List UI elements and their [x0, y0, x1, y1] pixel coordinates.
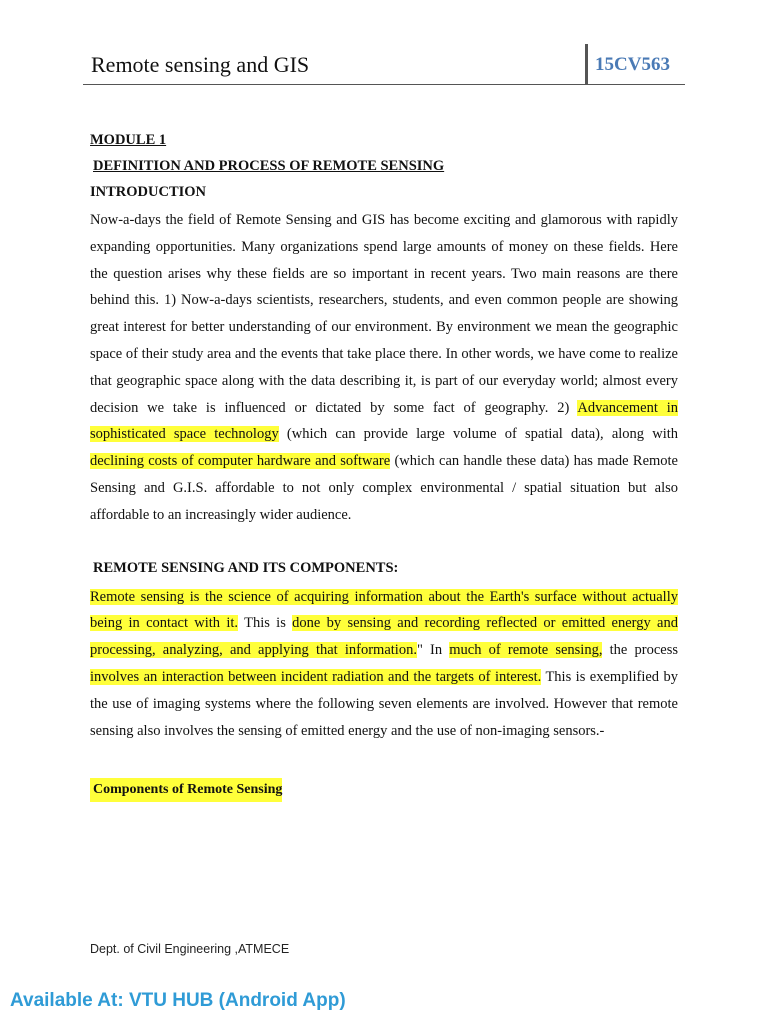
- introduction-heading: INTRODUCTION: [90, 184, 207, 200]
- header-title: Remote sensing and GIS: [91, 52, 310, 77]
- highlight: done by sensing and recording reflected or emitted energy and processing, analyzing, and applying that information.: [90, 615, 678, 659]
- highlight: declining costs of computer hardware and software: [90, 453, 391, 470]
- highlight: much of remote sensing,: [449, 642, 603, 659]
- document-body: [90, 128, 678, 802]
- introduction-paragraph: Now-a-days the field of Remote Sensing and GIS has become exciting and glamorous with rapidly expanding opportunities. Many organizations spend large amounts of money on these fields. Here the question arises why these fields are so important in recent years. Two main reasons are there behind this. 1) Now-a-days scientists, researchers, students, and even common people are showing great interest for better understanding of our environment. By environment we mean the geographic space of their study area and the events that take place there. In other words, we have come to realize that geographic space along with the data describing it, is part of our everyday world; almost every decision we take is influenced or dictated by some fact of geography. 2) Advancement in sophisticated space technology (which can provide large volume of spatial data), along with declining costs of computer hardware and software (which can handle these data) has made Remote Sensing and G.I.S. affordable to not only complex environmental / spatial situation but also affordable to an increasingly wider audience.: [90, 212, 678, 523]
- availability-banner: Available At: VTU HUB (Android App): [10, 990, 346, 1011]
- remote-sensing-heading: REMOTE SENSING AND ITS COMPONENTS:: [93, 559, 399, 576]
- highlight: Remote sensing is the science of acquiring information about the Earth's surface without actually being in contact with it.: [90, 588, 678, 632]
- page-header: [83, 44, 685, 85]
- header-divider: [585, 44, 588, 84]
- course-code: 15CV563: [595, 54, 670, 75]
- highlight: involves an interaction between incident radiation and the targets of interest.: [90, 668, 542, 685]
- components-heading: Components of Remote Sensing: [90, 778, 282, 802]
- remote-sensing-paragraph: Remote sensing is the science of acquiring information about the Earth's surface without actually being in contact with it. This is done by sensing and recording reflected or emitted energy and processing, analyzing, and applying that information." In much of remote sensing, the process involves an interaction between incident radiation and the targets of interest. This is exemplified by the use of imaging systems where the following seven elements are involved. However that remote sensing also involves the sensing of emitted energy and the use of non-imaging sensors.-: [90, 588, 678, 739]
- highlight: Advancement in sophisticated space technology: [90, 399, 678, 443]
- page-footer: Dept. of Civil Engineering ,ATMECE: [90, 942, 290, 956]
- module-heading: MODULE 1: [90, 132, 167, 148]
- definition-heading: DEFINITION AND PROCESS OF REMOTE SENSING: [93, 158, 445, 174]
